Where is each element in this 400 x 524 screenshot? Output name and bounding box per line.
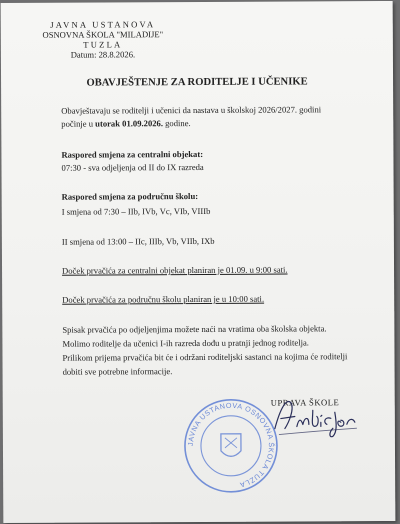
central-schedule: 07:30 - sva odjeljenja od II do IX razreda	[61, 161, 204, 173]
stamp-ring-text: JAVNA USTANOVA OSNOVNA ŠKOLA TUZLA	[185, 400, 277, 490]
header-city: TUZLA	[83, 39, 123, 50]
closing-line-2: Molimo roditelje da učenici I-ih razreda dođu u pratnji jednog roditelja.	[62, 337, 309, 349]
signature-label: UPRAVA ŠKOLE	[270, 397, 340, 408]
document-title: OBAVJEŠTENJE ZA RODITELJE I UČENIKE	[86, 76, 308, 89]
regional-heading: Raspored smjena za područnu školu:	[61, 190, 199, 202]
closing-line-3: Prilikom prijema prvačića bit će i održani roditeljski sastanci na kojima će roditelji	[62, 351, 348, 363]
notice-regional: Doček prvačića za područnu školu planiran je u 10:00 sati.	[62, 293, 265, 305]
document-page	[1, 1, 396, 523]
start-date: utorak 01.09.2026.	[95, 118, 164, 129]
central-heading: Raspored smjena za centralni objekat:	[61, 148, 204, 160]
svg-text:JAVNA USTANOVA OSNOVNA ŠKOLA T	[186, 401, 277, 491]
handwritten-signature	[271, 388, 361, 448]
header-school-name: OSNOVNA ŠKOLA "MILADIJE"	[42, 29, 164, 40]
closing-line-4: dobiti sve potrebne informacije.	[62, 366, 173, 377]
coat-of-arms-icon	[221, 434, 241, 457]
official-stamp	[181, 396, 282, 497]
regional-shift-2: II smjena od 13:00 – IIc, IIIb, Vb, VIIb, IXb	[61, 235, 215, 247]
closing-line-1: Spisak prvačića po odjeljenjima možete naći na vratima oba školska objekta.	[62, 323, 327, 335]
regional-shift-1: I smjena od 7:30 – IIb, IVb, Vc, VIb, VIIIb	[61, 205, 211, 217]
intro-line-1: Obavještavaju se roditelji i učenici da nastava u školskoj 2026/2027. godini	[61, 104, 322, 116]
header-institution: JAVNA USTANOVA	[50, 19, 156, 30]
intro-line-2: počinje u utorak 01.09.2026. godine.	[61, 118, 191, 129]
notice-central: Doček prvačića za centralni objekat planiran je 01.09. u 9:00 sati.	[62, 264, 288, 276]
header-date: Datum: 28.8.2026.	[70, 49, 136, 60]
